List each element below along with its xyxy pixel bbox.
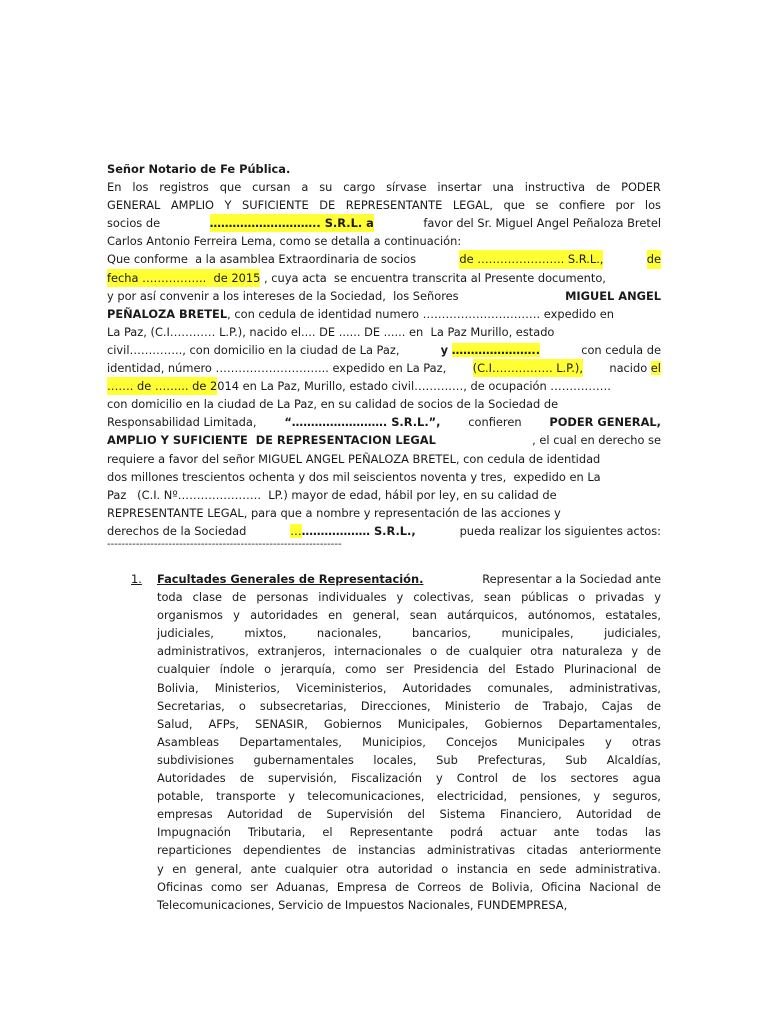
nacido-group — [609, 359, 661, 377]
p2-line-13: dos millones trescientos ochenta y dos mil seiscientos noventa y tres, expedido en La — [107, 469, 601, 484]
text: Que conforme a la asamblea Extraordinaria de socios — [107, 252, 417, 267]
item-1-line — [157, 588, 661, 606]
word: Fiscalización — [350, 771, 422, 786]
blank-group — [441, 341, 540, 359]
word: Concejos — [446, 734, 498, 749]
word: las — [644, 825, 661, 840]
word: AFPs, — [208, 716, 240, 731]
word: Oficina — [541, 879, 582, 894]
word: de — [332, 843, 347, 858]
text: civil………….., con domicilio en la ciudad de La Paz, — [107, 342, 400, 357]
word: administrativas — [426, 843, 516, 858]
poder-bold: PODER GENERAL, — [549, 415, 661, 430]
word: su — [319, 180, 333, 195]
word: Prefecturas, — [477, 752, 546, 767]
word: estatales, — [605, 608, 661, 623]
word: Estado — [515, 662, 555, 677]
p2-line-4 — [107, 305, 661, 323]
word: locales, — [373, 752, 417, 767]
text: Responsabilidad Limitada, — [107, 415, 257, 430]
word: Presidencia — [413, 662, 479, 677]
highlighted-text: de — [647, 250, 661, 268]
word: Ministerios, — [214, 680, 280, 695]
word: personas — [256, 590, 309, 605]
word: judiciales, — [604, 626, 661, 641]
highlighted-srl-blank: ……………………….. S.R.L. a — [210, 214, 374, 232]
word: o — [578, 590, 586, 605]
word: administrativa. — [575, 861, 661, 876]
p1-line-1 — [107, 178, 661, 196]
word: naturaleza — [561, 644, 623, 659]
text: derechos de la Sociedad — [107, 523, 247, 538]
word: actuar — [500, 825, 537, 840]
word: potable, — [157, 789, 204, 804]
text: Representar a la Sociedad ante — [482, 572, 661, 586]
item-1-line — [157, 878, 661, 896]
word: autárquicos, — [447, 608, 518, 623]
word: y — [396, 590, 404, 605]
word: de — [445, 644, 460, 659]
word: sean — [483, 590, 512, 605]
word: sírvase — [386, 180, 427, 195]
item-1-line — [157, 606, 661, 624]
word: agua — [632, 771, 661, 786]
word: o — [238, 698, 246, 713]
poder-bold: AMPLIO Y SUFICIENTE DE REPRESENTACION LEGAL — [107, 433, 436, 448]
word: gubernamentales — [253, 752, 354, 767]
highlighted-ci: (C.I……………. L.P.), — [473, 359, 583, 377]
text: pueda realizar los siguientes actos: — [459, 523, 661, 538]
item-1-body — [157, 588, 661, 914]
word: podrá — [449, 825, 484, 840]
word: los — [540, 771, 557, 786]
word: Financiero, — [499, 807, 562, 822]
item-1-line: Telecomunicaciones, Servicio de Impuestos Nacionales, FUNDEMPRESA, — [157, 897, 568, 912]
word: todas — [596, 825, 628, 840]
word: cargo — [343, 180, 376, 195]
separator-line: ----------------------------------------------------------------- — [107, 539, 342, 550]
item-1-line — [157, 805, 661, 823]
p2-line-6 — [107, 341, 661, 359]
word: Plurinacional — [563, 662, 637, 677]
word: Ministerio — [444, 698, 501, 713]
item-1 — [157, 570, 661, 914]
word: Viceministerios, — [296, 680, 387, 695]
item-1-line — [157, 679, 661, 697]
word: general, — [195, 861, 242, 876]
item-1-line — [157, 660, 661, 678]
highlighted-text: el — [650, 361, 661, 376]
word: Departamentales, — [558, 716, 661, 731]
p1-line-2 — [107, 196, 661, 214]
word: autoridades — [250, 608, 318, 623]
text: confieren — [468, 415, 522, 430]
word: ante — [553, 825, 580, 840]
word: Direcciones, — [360, 698, 431, 713]
text: socios de — [107, 216, 161, 231]
word: Salud, — [157, 716, 193, 731]
word: que — [503, 198, 525, 213]
p2-line-11 — [107, 431, 661, 449]
item-1-line — [157, 624, 661, 642]
word: transporte — [216, 789, 276, 804]
item-heading: Facultades Generales de Representación. — [157, 572, 424, 586]
word: los — [644, 198, 661, 213]
word: ante — [250, 861, 277, 876]
text: , cuya acta se encuentra transcrita al Presente documento, — [264, 270, 606, 285]
word: autoridad — [377, 861, 433, 876]
text: identidad, número ………………………... expedido en La Paz, — [107, 361, 447, 376]
word: y — [233, 608, 240, 623]
word: y — [435, 771, 443, 786]
word: de — [232, 590, 247, 605]
word: Supervisión — [326, 807, 393, 822]
word: internacionales — [334, 644, 422, 659]
p2-line-8 — [107, 377, 661, 395]
word: citadas — [526, 843, 568, 858]
word: a — [301, 180, 309, 195]
word: insertar — [437, 180, 482, 195]
word: de — [512, 771, 527, 786]
p2-line-15: REPRESENTANTE LEGAL, para que a nombre y representación de las acciones y — [107, 505, 561, 520]
word: En — [107, 180, 122, 195]
word: Autoridad — [227, 807, 283, 822]
word: Autoridades — [402, 680, 472, 695]
word: cursan — [252, 180, 291, 195]
word: de — [646, 807, 661, 822]
word: mixtos, — [244, 626, 287, 641]
word: y — [654, 590, 661, 605]
word: pensiones, — [519, 789, 581, 804]
word: públicas — [521, 590, 569, 605]
word: instancias — [358, 843, 416, 858]
item-number: 1. — [131, 572, 142, 586]
highlighted-blank: … — [290, 523, 302, 538]
word: Gobiernos — [323, 716, 382, 731]
word: y — [604, 734, 612, 749]
word: una — [492, 180, 514, 195]
word: judiciales, — [157, 626, 214, 641]
word: por — [615, 198, 635, 213]
word: nacionales, — [316, 626, 382, 641]
word: Cajas — [601, 698, 633, 713]
word: Control — [456, 771, 498, 786]
word: SENASIR, — [255, 716, 308, 731]
word: Aduanas, — [276, 879, 329, 894]
word: de — [514, 698, 529, 713]
word: Tributaria, — [247, 825, 306, 840]
word: Bolivia, — [157, 680, 199, 695]
word: subsecretarias, — [259, 698, 347, 713]
word: de — [469, 879, 484, 894]
name-bold: PEÑALOZA BRETEL — [107, 306, 228, 321]
word: de — [646, 879, 661, 894]
word: GENERAL — [107, 198, 161, 213]
text: nacido — [609, 361, 648, 376]
word: y — [157, 861, 164, 876]
item-1-line — [157, 860, 661, 878]
word: seguros, — [612, 789, 661, 804]
word: Y — [224, 198, 232, 213]
word: del — [488, 662, 506, 677]
word: colectivas, — [413, 590, 474, 605]
p2-line-2 — [107, 269, 661, 287]
word: supervisión, — [268, 771, 337, 786]
highlighted-text: de ………………….. S.R.L., — [459, 250, 603, 268]
item-1-line — [157, 841, 661, 859]
word: SUFICIENTE — [242, 198, 309, 213]
highlighted-blank: ………………….. — [451, 342, 541, 357]
word: telecomunicaciones, — [307, 789, 425, 804]
p1-line-4: Carlos Antonio Ferreira Lema, como se detalla a continuación: — [107, 234, 462, 249]
word: o — [441, 861, 449, 876]
word: Secretarias, — [157, 698, 225, 713]
word: Impugnación — [157, 825, 231, 840]
word: y — [288, 789, 295, 804]
word: otra — [346, 861, 370, 876]
word: LEGAL, — [452, 198, 493, 213]
text: 014 en La Paz, Murillo, estado civil……….…, de ocupación ……………. — [217, 379, 611, 394]
word: general, — [352, 608, 400, 623]
word: PODER — [621, 180, 661, 195]
highlighted-date: fecha …………….. de 2015 — [107, 269, 260, 287]
p2-line-1 — [107, 250, 661, 268]
word: subdivisiones — [157, 752, 234, 767]
word: Municipios, — [362, 734, 426, 749]
word: administrativas, — [569, 680, 661, 695]
word: comunales, — [487, 680, 553, 695]
word: ser — [386, 662, 404, 677]
word: administrativos, — [157, 644, 249, 659]
word: AMPLIO — [170, 198, 215, 213]
name-bold: MIGUEL ANGEL — [565, 288, 661, 303]
word: confiere — [558, 198, 605, 213]
word: el — [322, 825, 333, 840]
item-1-line — [157, 715, 661, 733]
item-1-line-1 — [157, 570, 661, 588]
bold-y: y — [440, 342, 449, 357]
word: índole — [219, 662, 255, 677]
item-1-line — [157, 787, 661, 805]
word: Oficinas — [157, 879, 203, 894]
word: cualquier — [468, 644, 522, 659]
text: favor del Sr. Miguel Angel Peñaloza Bretel — [423, 216, 661, 231]
word: Sub — [436, 752, 458, 767]
word: sean — [409, 608, 437, 623]
word: de — [297, 807, 312, 822]
item-1-line — [157, 769, 661, 787]
word: sede — [539, 861, 567, 876]
word: instructiva — [524, 180, 586, 195]
word: Departamentales, — [239, 734, 342, 749]
word: de — [646, 662, 661, 677]
word: Sub — [565, 752, 588, 767]
word: Municipales — [517, 734, 585, 749]
word: anteriormente — [579, 843, 661, 858]
word: o — [264, 662, 272, 677]
word: de — [394, 879, 410, 894]
word: reparticiones — [157, 843, 232, 858]
word: otra — [530, 644, 554, 659]
text: y por así convenir a los intereses de la Sociedad, los Señores — [107, 288, 459, 303]
word: extranjeros, — [257, 644, 326, 659]
p2-line-10 — [107, 413, 661, 431]
word: instancia — [456, 861, 509, 876]
p2-line-9: con domicilio en la ciudad de La Paz, en su calidad de socios de la Sociedad de — [107, 397, 559, 412]
word: REPRESENTANTE — [345, 198, 443, 213]
text: , con cedula de identidad numero …………………………. expedido en — [227, 306, 615, 321]
word: Representante — [349, 825, 433, 840]
word: de — [239, 771, 254, 786]
word: Bolivia, — [491, 879, 534, 894]
word: Trabajo, — [542, 698, 588, 713]
company-name-bold: “……………………. S.R.L.”, — [284, 415, 441, 430]
word: sectores — [570, 771, 619, 786]
word: empresas — [157, 807, 213, 822]
word: en — [328, 608, 343, 623]
word: dependientes — [243, 843, 321, 858]
word: Correos — [417, 879, 462, 894]
item-1-line — [157, 751, 661, 769]
word: en — [516, 861, 531, 876]
word: como — [210, 879, 243, 894]
word: registros — [159, 180, 209, 195]
word: Alcaldías, — [606, 752, 661, 767]
word: en — [172, 861, 187, 876]
word: Municipales, — [397, 716, 469, 731]
word: municipales, — [501, 626, 574, 641]
word: como — [345, 662, 377, 677]
word: se — [535, 198, 549, 213]
item-1-line — [157, 733, 661, 751]
word: clase — [192, 590, 223, 605]
company-name-bold: ……………… S.R.L., — [301, 523, 416, 538]
word: electricidad, — [436, 789, 508, 804]
word: Gobiernos — [484, 716, 543, 731]
word: Asambleas — [157, 734, 220, 749]
text: con cedula de — [581, 342, 661, 357]
word: Nacional — [589, 879, 639, 894]
word: autónomos, — [527, 608, 596, 623]
word: DE — [319, 198, 336, 213]
item-1-line — [157, 642, 661, 660]
word: de — [646, 698, 661, 713]
text: , el cual en derecho se — [532, 433, 661, 448]
word: de — [595, 180, 611, 195]
word: cualquier — [157, 662, 210, 677]
srl-group — [290, 522, 415, 540]
word: del — [407, 807, 425, 822]
word: otras — [631, 734, 661, 749]
word: bancarios, — [411, 626, 471, 641]
p2-line-14: Paz (C.I. Nº…………………. LP.) mayor de edad, hábil por ley, en su calidad de — [107, 487, 557, 502]
p2-line-3 — [107, 287, 661, 305]
word: Autoridades — [157, 771, 226, 786]
word: y — [631, 644, 639, 659]
word: o — [430, 644, 438, 659]
highlighted-date: ……. de ……... de 2 — [107, 377, 217, 395]
p2-line-12: requiere a favor del señor MIGUEL ANGEL PEÑALOZA BRETEL, con cedula de identidad — [107, 451, 601, 466]
document-body — [107, 160, 661, 552]
p2-line-16 — [107, 522, 661, 540]
p2-line-5: La Paz, (C.I………… L.P.), nacido el.... DE ...... DE ...... en La Paz Murillo, estado — [107, 324, 555, 339]
word: organismos — [157, 608, 223, 623]
word: y — [593, 789, 601, 804]
word: individuales — [318, 590, 387, 605]
word: Empresa — [336, 879, 387, 894]
p1-line-3 — [107, 214, 661, 232]
word: de — [646, 644, 661, 659]
word: privadas — [595, 590, 645, 605]
item-1-line — [157, 823, 661, 841]
word: Sistema — [439, 807, 486, 822]
word: jerarquía, — [280, 662, 336, 677]
document-title: Señor Notario de Fe Pública. — [107, 162, 291, 176]
word: cualquier — [284, 861, 338, 876]
p2-line-7 — [107, 359, 661, 377]
word: los — [132, 180, 149, 195]
word: que — [219, 180, 242, 195]
word: Autoridad — [576, 807, 633, 822]
item-1-line — [157, 697, 661, 715]
word: toda — [157, 590, 183, 605]
word: ser — [250, 879, 268, 894]
